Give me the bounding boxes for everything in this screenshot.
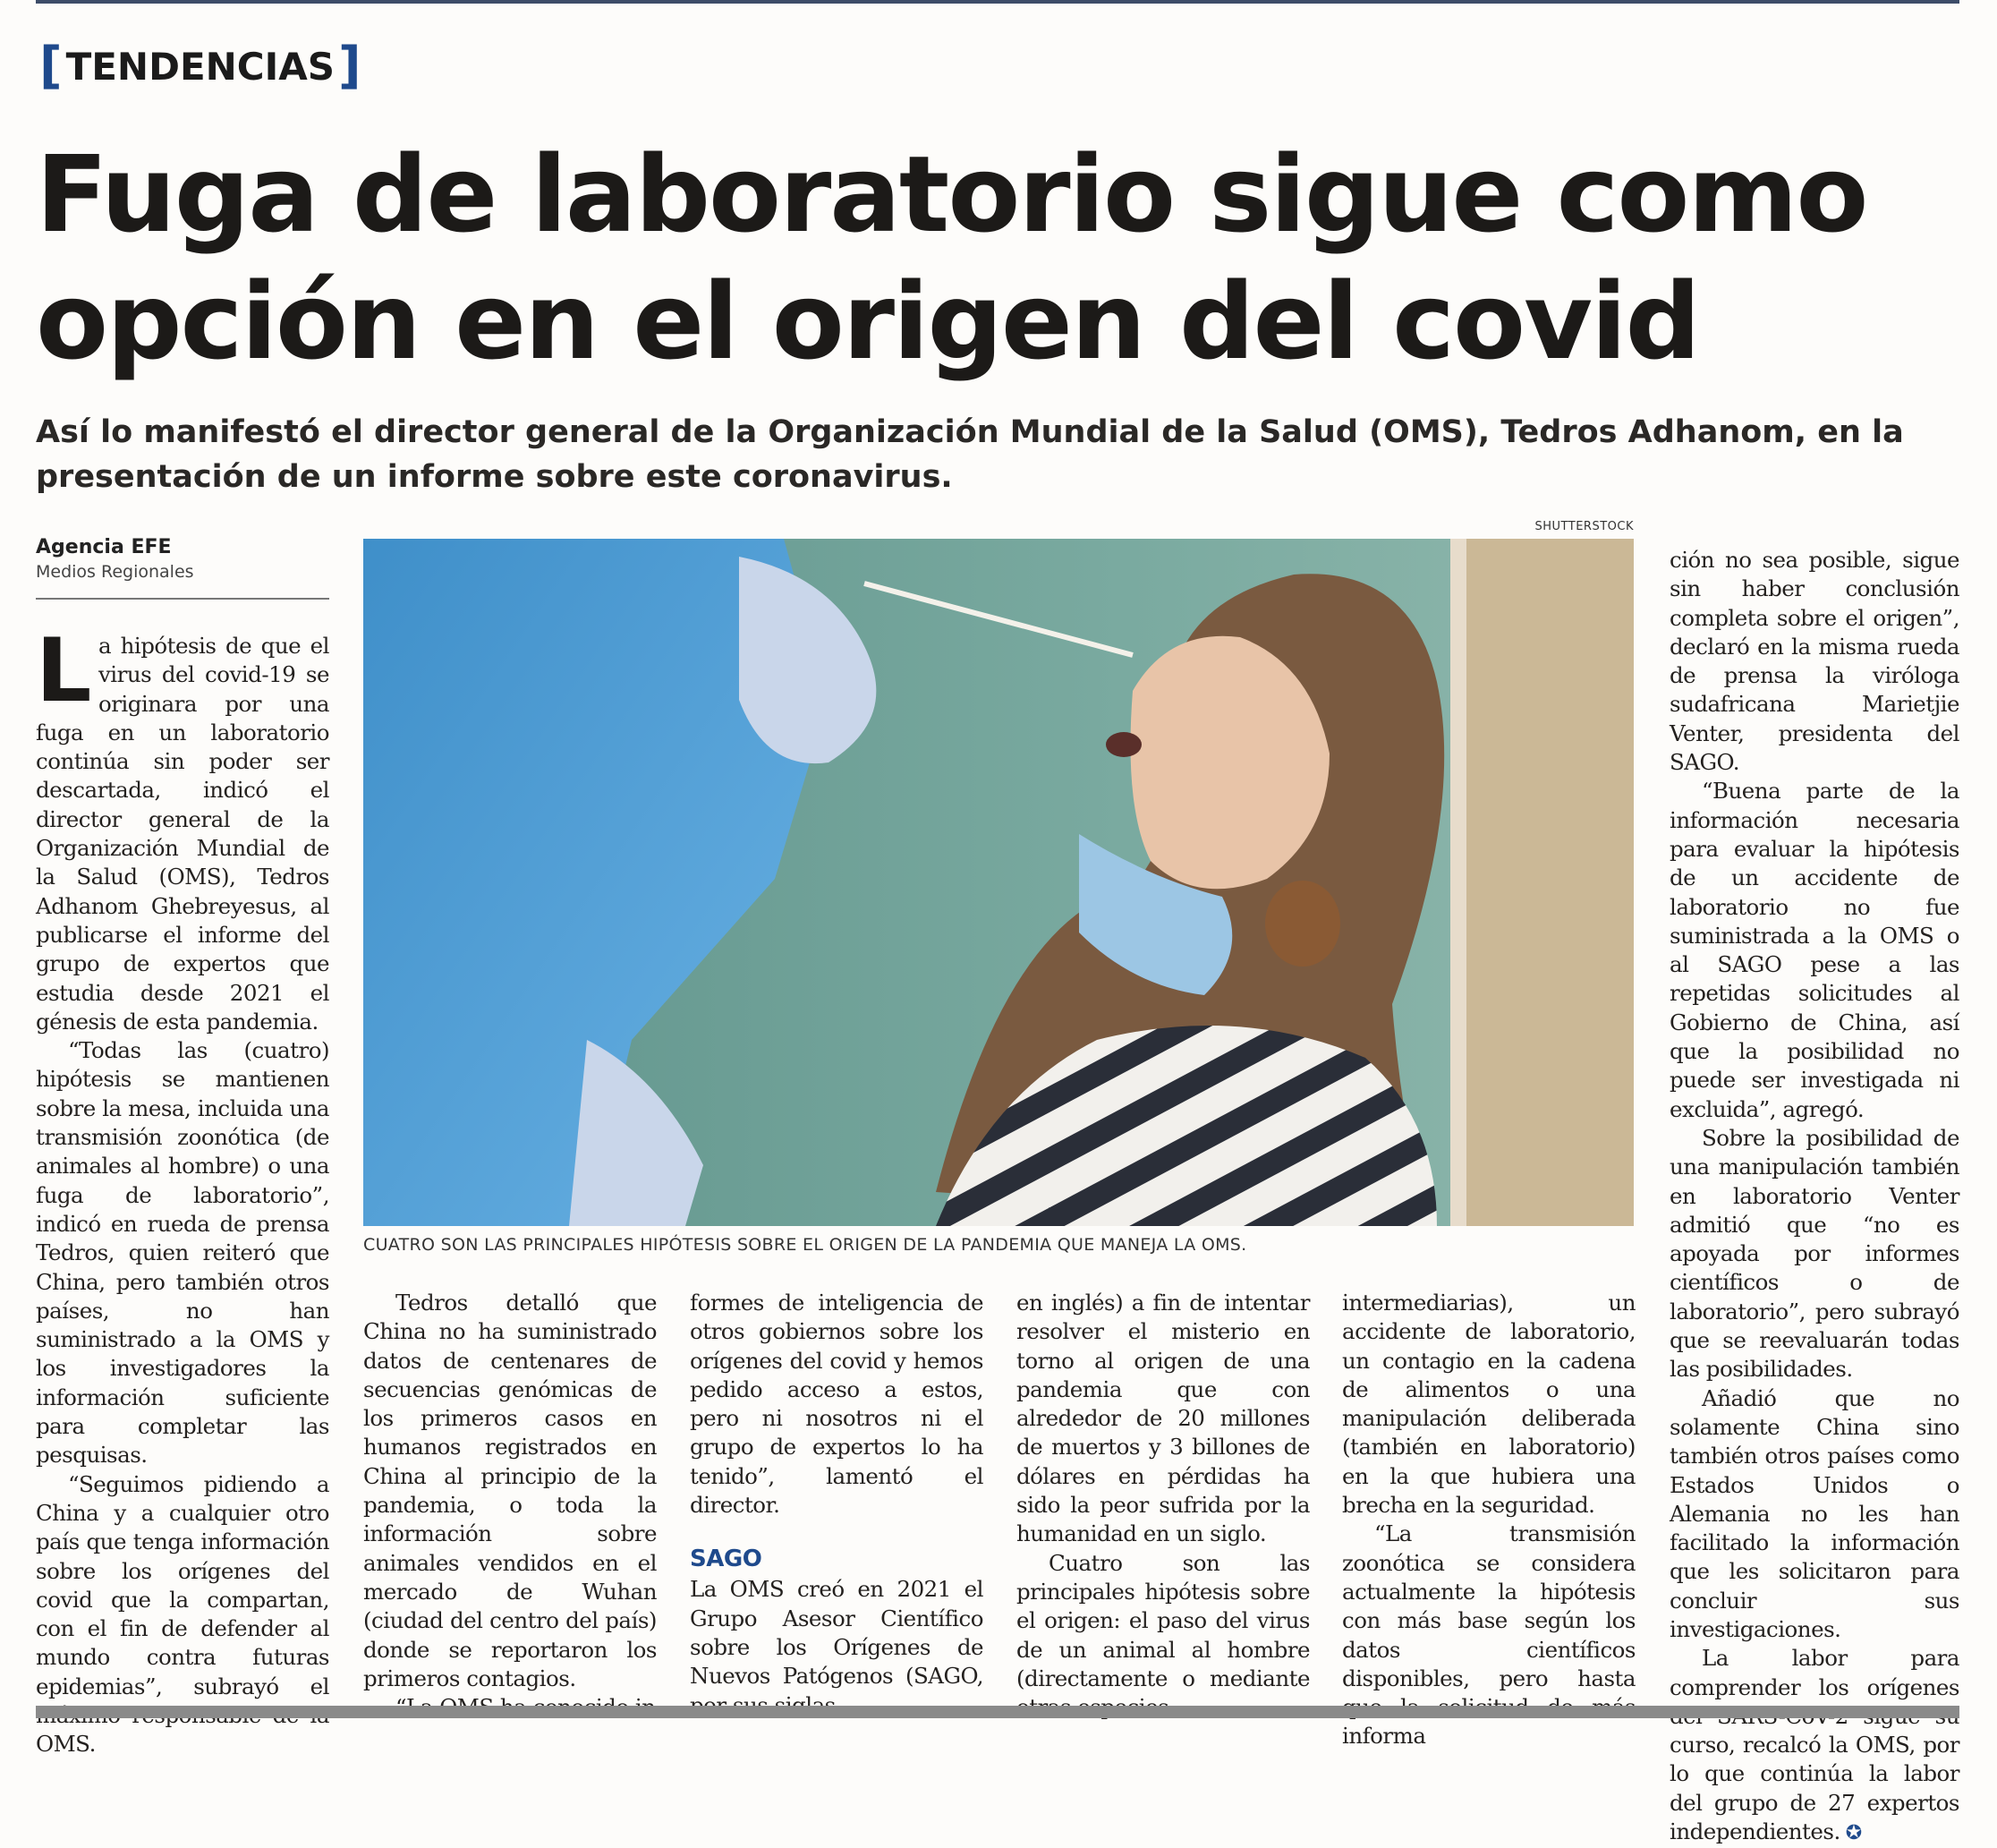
drop-cap: L bbox=[36, 620, 91, 722]
body-paragraph: formes de inteligencia de otros gobiernos sobre los orígenes del covid y hemos pedido acceso a estos, pero ni nosotros ni el grupo de expertos lo ha tenido”, lamentó el director. bbox=[690, 1290, 983, 1519]
article-column-4 bbox=[1016, 1289, 1310, 1722]
article-column-3 bbox=[690, 1289, 983, 1720]
section-bracket-close: ] bbox=[338, 37, 361, 95]
byline-outlet: Medios Regionales bbox=[36, 562, 194, 582]
body-paragraph: Añadió que no solamente China sino también otros países como Estados Unidos o Alemania no les han facilitado la información que les solicitaron para concluir sus investigaciones. bbox=[1670, 1384, 1959, 1642]
top-rule bbox=[36, 0, 1959, 4]
end-mark-icon: ✪ bbox=[1845, 1822, 1862, 1845]
body-paragraph: “Seguimos pidiendo a China y a cualquier otro país que tenga información sobre los orígenes del covid que la compartan, con el fin de defender al mundo contra futuras epidemias”, subrayó el OMS. bbox=[36, 1470, 329, 1758]
body-paragraph: Sobre la posibilidad de una manipulación también en laboratorio Venter admitió que “no es apoyada por informes científicos o de laboratorio”, pero subrayó que se reevaluarán todas las posibilidades. bbox=[1670, 1124, 1959, 1383]
byline-agency: Agencia EFE bbox=[36, 536, 172, 558]
body-paragraph: intermediarias), un accidente de laboratorio, un contagio en la cadena de alimentos o una manipulación deliberada (también en laboratorio) en la que hubiera una brecha en la seguridad. bbox=[1342, 1290, 1636, 1519]
body-paragraph: “Todas las (cuatro) hipótesis se mantienen sobre la mesa, incluida una transmisión zoonótica (de animales al hombre) o una fuga de laboratorio”, indicó en rueda de prensa Tedros, quien reiteró que China, pero también otros países, no han suministrado a la OMS y los investigadores la información suficiente para completar las pesquisas. bbox=[36, 1037, 329, 1469]
subhead-sago: SAGO bbox=[690, 1546, 762, 1573]
photo-credit: SHUTTERSTOCK bbox=[1534, 520, 1634, 533]
byline-rule bbox=[36, 598, 329, 600]
photo-illustration bbox=[363, 539, 1634, 1226]
news-photo bbox=[363, 539, 1634, 1226]
bottom-rule bbox=[36, 1706, 1959, 1718]
lead-text: a hipótesis de que el virus del covid-19 se originara por una fuga en un laboratorio continúa sin poder ser descartada, indicó el director general de la Organización Mundial de la Salud (OMS), Tedros Adhanom Ghebreyesus, al publicarse el informe del grupo de expertos que estudia desde 2021 el génesis de esta pandemia. bbox=[36, 633, 329, 1035]
body-paragraph: Tedros detalló que China no ha suministrado datos de centenares de secuencias genómicas de los primeros casos en humanos registrados en China al principio de la pandemia, o toda la información sobre animales vendidos en el mercado de Wuhan (ciudad del centro del país) donde se reportaron los primeros contagios. bbox=[363, 1290, 657, 1691]
headline: Fuga de laboratorio sigue como opción en el origen del covid bbox=[36, 132, 1867, 383]
photo-caption: CUATRO SON LAS PRINCIPALES HIPÓTESIS SOBRE EL ORIGEN DE LA PANDEMIA QUE MANEJA LA OMS. bbox=[363, 1235, 1247, 1255]
section-tag bbox=[36, 36, 365, 97]
section-bracket-open: [ bbox=[39, 37, 63, 95]
article-column-2 bbox=[363, 1289, 657, 1722]
body-paragraph: “Buena parte de la información necesaria para evaluar la hipótesis de un accidente de laboratorio no fue suministrada a la OMS o al SAGO pese a las repetidas solicitudes al Gobierno de China, así que la posibilidad no puede ser investigada ni excluida”, agregó. bbox=[1670, 778, 1959, 1122]
body-paragraph: Cuatro son las principales hipótesis sobre el origen: el paso del virus de un animal al hombre (directamente o mediante bbox=[1016, 1549, 1310, 1691]
body-paragraph: en inglés) a fin de intentar resolver el misterio en torno al origen de una pandemia que con alrededor de 20 millones de muertos y 3 billones de dólares en pérdidas ha sido la peor sufrida por la humanidad en un siglo. bbox=[1016, 1290, 1310, 1547]
article-column-1 bbox=[36, 620, 329, 1759]
deck: Así lo manifestó el director general de la Organización Mundial de la Salud (OMS), Tedros Adhanom, en la presentación de un informe sobre este coronavirus. bbox=[36, 414, 1904, 495]
body-paragraph: La OMS creó en 2021 el Grupo Asesor Científico sobre los Orígenes de Nuevos Patógenos (SAGO, bbox=[690, 1576, 983, 1690]
body-paragraph: “La transmisión zoonótica se considera actualmente la hipótesis con más base según los datos científicos disponibles, pero hasta informa bbox=[1342, 1520, 1636, 1750]
article-column-5 bbox=[1342, 1289, 1636, 1751]
closing-paragraph bbox=[1670, 1644, 1959, 1848]
article-column-6 bbox=[1670, 546, 1959, 1848]
body-paragraph: ción no sea posible, sigue sin haber conclusión completa sobre el origen”, declaró en la misma rueda de prensa la viróloga sudafricana Marietjie Venter, presidenta del SAGO. bbox=[1670, 547, 1959, 776]
byline bbox=[36, 535, 329, 583]
section-label: TENDENCIAS bbox=[65, 44, 335, 89]
closing-text: La labor para comprender los orígenes curso, recalcó la OMS, por lo que continúa la labor del grupo de 27 expertos independientes. bbox=[1670, 1645, 1959, 1845]
lead-paragraph bbox=[36, 620, 329, 1036]
